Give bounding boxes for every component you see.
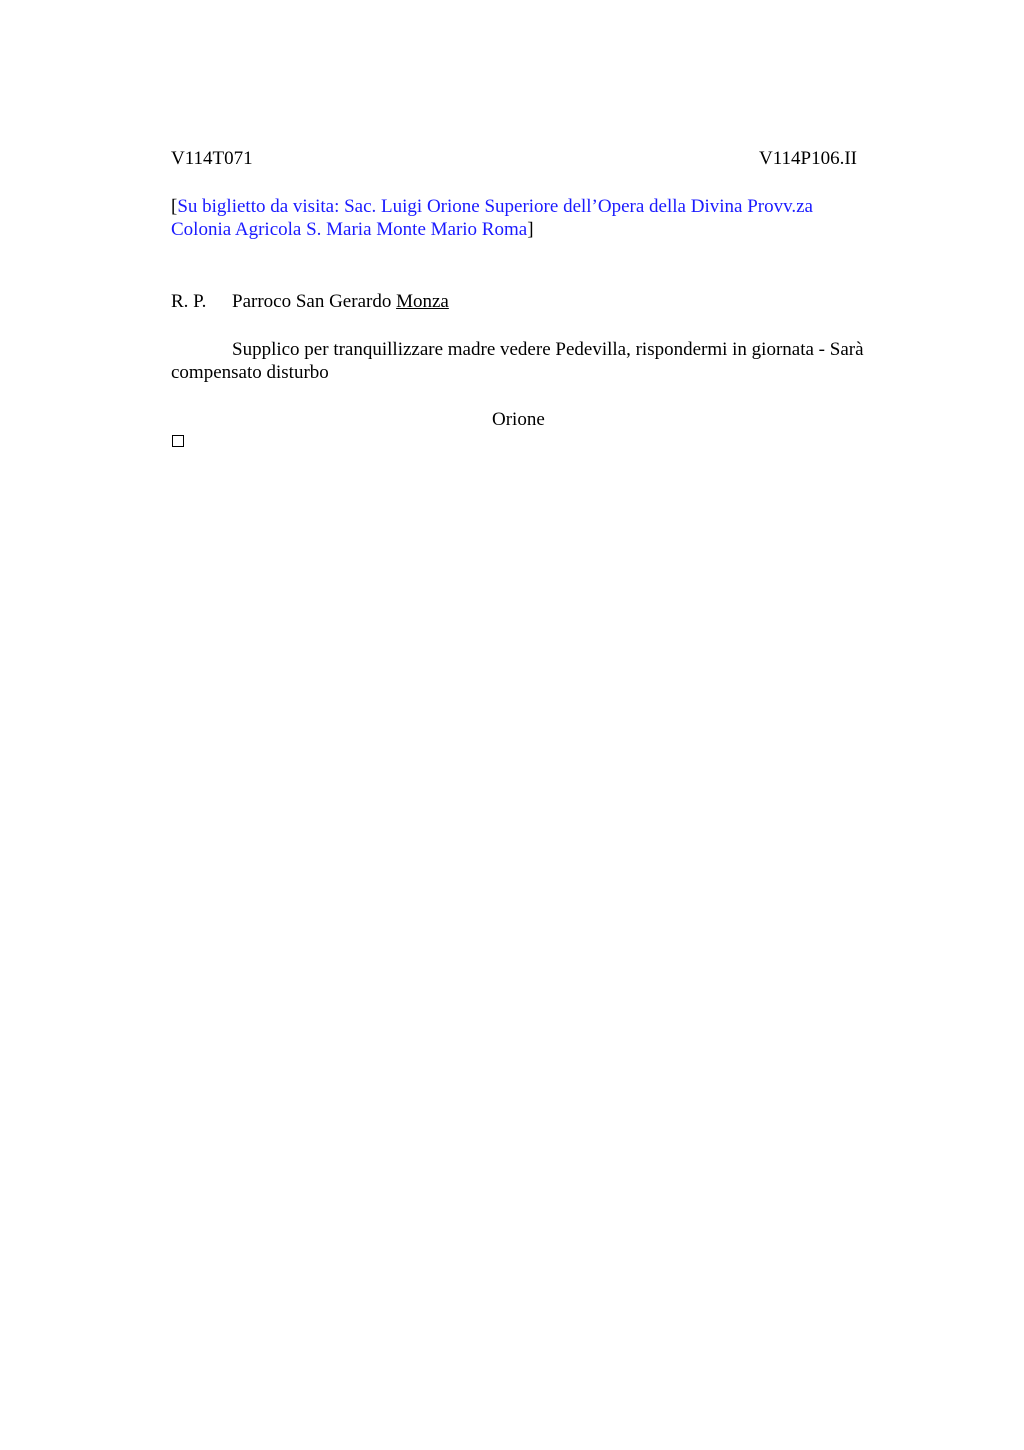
- letter-body: Supplico per tranquillizzare madre vedere Pedevilla, rispondermi in giornata - Sarà compensato disturbo: [171, 339, 864, 383]
- card-note-line-1: Su biglietto da visita: Sac. Luigi Orione Superiore dell’Opera della Divina Provv.za: [177, 196, 813, 217]
- document-code-right: V114P106.II: [759, 148, 857, 169]
- visiting-card-note: [171, 195, 931, 241]
- close-bracket: ]: [527, 219, 534, 240]
- document-header: [171, 147, 857, 171]
- recipient-line: [171, 290, 449, 314]
- recipient-name: Parroco San Gerardo: [232, 291, 397, 312]
- recipient-city: Monza: [396, 291, 449, 312]
- empty-square-icon: [172, 435, 184, 447]
- recipient-prefix: R. P.: [171, 291, 207, 312]
- card-note-line-2: Colonia Agricola S. Maria Monte Mario Roma: [171, 219, 528, 240]
- open-bracket: [: [171, 196, 178, 217]
- signature: Orione: [492, 409, 545, 430]
- document-code-left: V114T071: [171, 148, 253, 169]
